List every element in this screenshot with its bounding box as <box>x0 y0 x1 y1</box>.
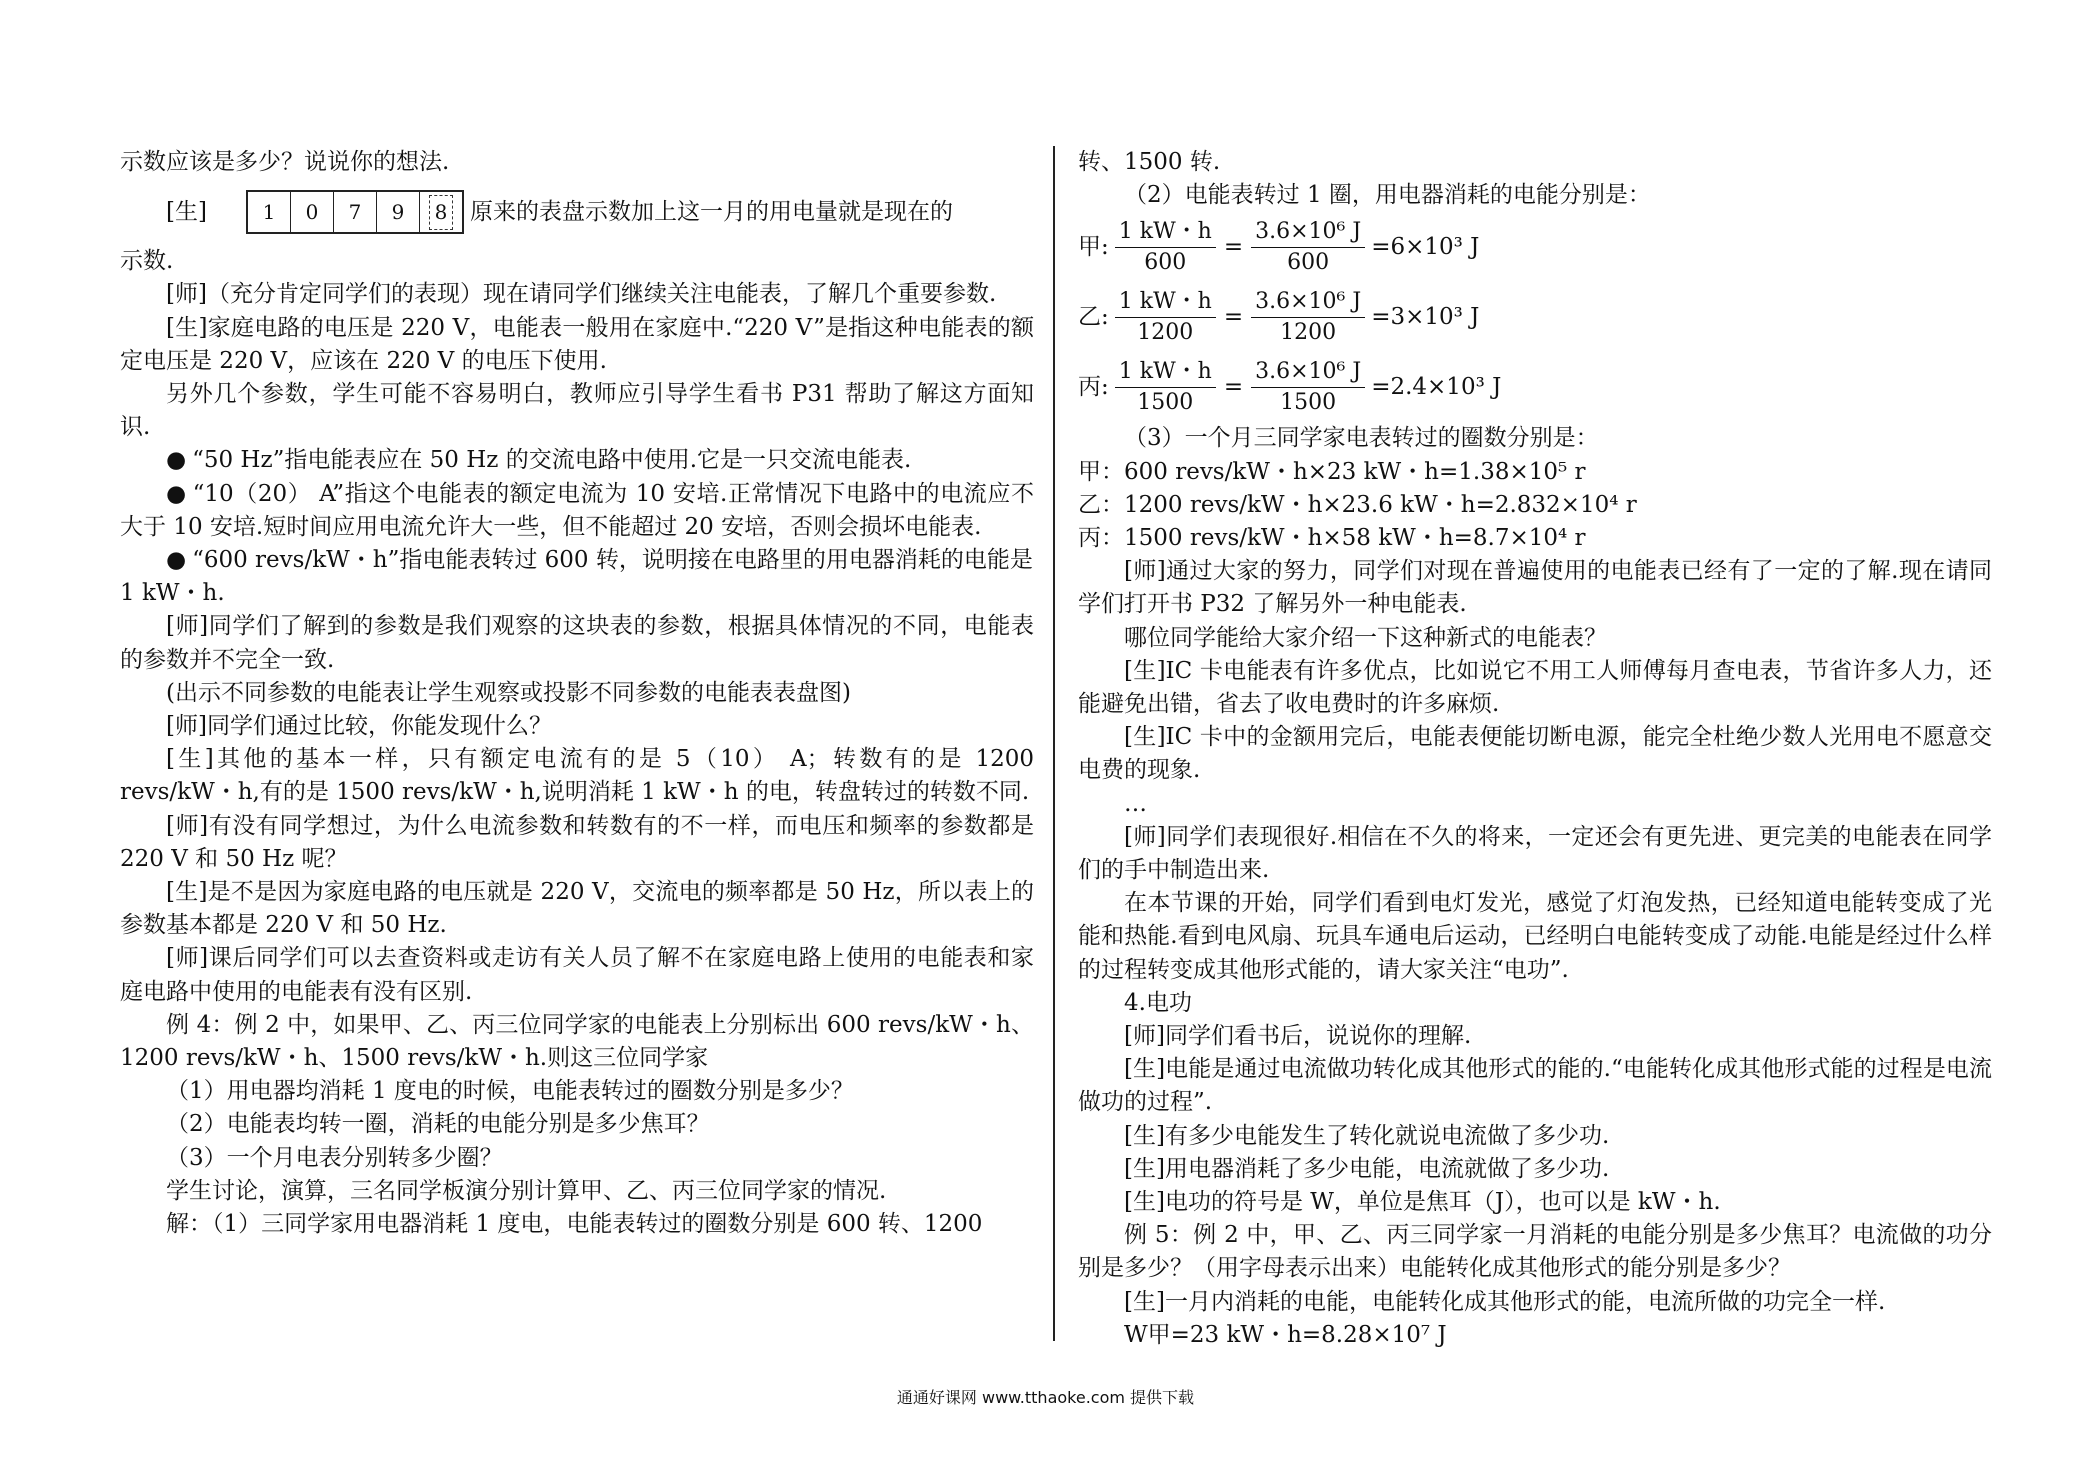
section-heading: 4.电功 <box>1124 989 1192 1016</box>
meter-digit-decimal: 8 <box>420 192 462 232</box>
meter-digit: 0 <box>291 192 334 232</box>
text-line: 原来的表盘示数加上这一月的用电量就是现在的 <box>470 198 953 225</box>
paragraph: （3）一个月三同学家电表转过的圈数分别是： <box>1124 425 1599 452</box>
bullet-item: ● “10（20） A”指这个电能表的额定电流为 10 安培.正常情况下电路中的电流应不大于 10 安培.短时间应用电流允许大一些，但不能超过 20 安培，否则会损坏电能表. <box>120 478 1034 544</box>
paragraph: [生]电功的符号是 W，单位是焦耳（J），也可以是 kW・h. <box>1124 1189 1721 1216</box>
page-footer: 通通好课网 www.tthaoke.com 提供下载 <box>896 1388 1195 1407</box>
equation-label: 甲: <box>1078 233 1109 260</box>
paragraph: (出示不同参数的电能表让学生观察或投影不同参数的电能表表盘图) <box>166 679 851 706</box>
paragraph: [师]有没有同学想过，为什么电流参数和转数有的不一样，而电压和频率的参数都是 220 V 和 50 Hz 呢？ <box>120 812 1034 872</box>
meter-digit: 7 <box>334 192 377 232</box>
text-line: 示数应该是多少？说说你的想法. <box>120 149 450 175</box>
paragraph: [师]同学们了解到的参数是我们观察的这块表的参数，根据具体情况的不同，电能表的参数并不完全一致. <box>120 613 1034 673</box>
fraction: $\frac{1 kW・h}{1500}$ <box>1115 357 1216 418</box>
equation-result: =2.4×10³ J <box>1371 373 1502 400</box>
fraction: $\frac{\text{3.6×10⁶ J}}{600}$ <box>1251 217 1365 278</box>
left-column <box>120 146 1034 1241</box>
bullet-item: ● “600 revs/kW・h”指电能表转过 600 转，说明接在电路里的用电器消耗的电能是 <box>120 544 1034 577</box>
paragraph: [师]（充分肯定同学们的表现）现在请同学们继续关注电能表，了解几个重要参数. <box>166 281 997 308</box>
paragraph: 解：（1）三同学家用电器消耗 1 度电，电能表转过的圈数分别是 600 转、1200 <box>166 1211 983 1238</box>
text-line: 示数. <box>120 248 174 275</box>
paragraph: （2）电能表转过 1 圈，用电器消耗的电能分别是： <box>1124 182 1651 209</box>
paragraph: [生]IC 卡中的金额用完后，电能表便能切断电源，能完全杜绝少数人光用电不愿意交电费的现象. <box>1078 724 1992 784</box>
equation-label: 丙: <box>1078 373 1109 400</box>
paragraph: [师]同学们表现很好.相信在不久的将来，一定还会有更先进、更完美的电能表在同学们的手中制造出来. <box>1078 823 1992 884</box>
question-item: （1）用电器均消耗 1 度电的时候，电能表转过的圈数分别是多少？ <box>166 1078 854 1105</box>
paragraph: [生]家庭电路的电压是 220 V，电能表一般用在家庭中.“220 V”是指这种电能表的额定电压是 220 V，应该在 220 V 的电压下使用. <box>120 314 1034 374</box>
equation-result: =6×10³ J <box>1371 233 1480 260</box>
fraction: $\frac{1 kW・h}{600}$ <box>1115 217 1216 278</box>
paragraph: [生]用电器消耗了多少电能，电流就做了多少功. <box>1124 1155 1610 1182</box>
meter-reading-row <box>120 179 1034 245</box>
meter-digit: 1 <box>248 192 291 232</box>
paragraph: 在本节课的开始，同学们看到电灯发光，感觉了灯泡发热，已经知道电能转变成了光能和热能.看到电风扇、玩具车通电后运动，已经明白电能转变成了动能.电能是经过什么样的过程转变成其他形式能的，请大家关注“电功”. <box>1078 890 1992 983</box>
paragraph: 例 4：例 2 中，如果甲、乙、丙三位同学家的电能表上分别标出 600 revs/kW・h、1200 revs/kW・h、1500 revs/kW・h.则这三位同学家 <box>120 1011 1034 1072</box>
paragraph: [师]通过大家的努力，同学们对现在普遍使用的电能表已经有了一定的了解.现在请同学们打开书 P32 了解另外一种电能表. <box>1078 558 1992 618</box>
question-item: （3）一个月电表分别转多少圈？ <box>166 1144 503 1171</box>
paragraph: [生]是不是因为家庭电路的电压就是 220 V，交流电的频率都是 50 Hz，所以表上的参数基本都是 220 V 和 50 Hz. <box>120 879 1034 939</box>
paragraph: [师]同学们通过比较，你能发现什么？ <box>166 713 552 740</box>
text-line: 丙：1500 revs/kW・h×58 kW・h=8.7×10⁴ r <box>1078 525 1586 552</box>
paragraph: [生]IC 卡电能表有许多优点，比如说它不用工人师傅每月查电表，节省许多人力，还能避免出错，省去了收电费时的许多麻烦. <box>1078 657 1992 718</box>
bullet-item: ● “50 Hz”指电能表应在 50 Hz 的交流电路中使用.它是一只交流电能表. <box>120 444 1034 477</box>
paragraph: [生]电能是通过电流做功转化成其他形式的能的.“电能转化成其他形式能的过程是电流做功的过程”. <box>1078 1056 1992 1116</box>
fraction-equation: 乙: $\frac{1 kW・h}{1200}$ = $\frac{\text{3.6×10⁶ J}}{1200}$ =3×10³ J <box>1078 282 1992 352</box>
energy-meter-display <box>246 190 464 234</box>
paragraph: 哪位同学能给大家介绍一下这种新式的电能表？ <box>1124 624 1607 651</box>
speaker-tag: [生] <box>166 198 207 225</box>
fraction-equation: 甲: $\frac{1 kW・h}{600}$ = $\frac{\text{3.6×10⁶ J}}{600}$ =6×10³ J <box>1078 212 1992 282</box>
paragraph: 学生讨论，演算，三名同学板演分别计算甲、乙、丙三位同学家的情况. <box>166 1177 887 1204</box>
formula-line: W甲=23 kW・h=8.28×10⁷ J <box>1124 1321 1447 1348</box>
paragraph: [生]一月内消耗的电能，电能转化成其他形式的能，电流所做的功完全一样. <box>1124 1288 1886 1315</box>
meter-digit: 9 <box>377 192 420 232</box>
text-line: 转、1500 转. <box>1078 149 1221 175</box>
fraction: $\frac{\text{3.6×10⁶ J}}{1500}$ <box>1251 357 1365 418</box>
text-line: 1 kW・h. <box>120 580 225 607</box>
paragraph: [师]课后同学们可以去查资料或走访有关人员了解不在家庭电路上使用的电能表和家庭电路中使用的电能表有没有区别. <box>120 945 1034 1005</box>
equation-result: =3×10³ J <box>1371 303 1480 330</box>
equation-label: 乙: <box>1078 303 1109 330</box>
paragraph: 例 5：例 2 中，甲、乙、丙三同学家一月消耗的电能分别是多少焦耳？电流做的功分别是多少？（用字母表示出来）电能转化成其他形式的能分别是多少？ <box>1078 1222 1992 1282</box>
right-column <box>1078 146 1992 1352</box>
question-item: （2）电能表均转一圈，消耗的电能分别是多少焦耳？ <box>166 1111 710 1138</box>
paragraph: [师]同学们看书后，说说你的理解. <box>1124 1023 1472 1050</box>
column-divider <box>1053 146 1055 1341</box>
paragraph: [生]有多少电能发生了转化就说电流做了多少功. <box>1124 1122 1610 1149</box>
text-line: 乙：1200 revs/kW・h×23.6 kW・h=2.832×10⁴ r <box>1078 491 1637 518</box>
paragraph: 另外几个参数，学生可能不容易明白，教师应引导学生看书 P31 帮助了解这方面知识. <box>120 381 1034 441</box>
fraction: $\frac{1 kW・h}{1200}$ <box>1115 287 1216 348</box>
paragraph: [生]其他的基本一样，只有额定电流有的是 5（10） A；转数有的是 1200 revs/kW・h,有的是 1500 revs/kW・h,说明消耗 1 kW・h 的电，转盘转过的转数不同. <box>120 746 1034 806</box>
fraction: $\frac{\text{3.6×10⁶ J}}{1200}$ <box>1251 287 1365 348</box>
ellipsis: … <box>1124 790 1147 817</box>
fraction-equation: 丙: $\frac{1 kW・h}{1500}$ = $\frac{\text{3.6×10⁶ J}}{1500}$ =2.4×10³ J <box>1078 352 1992 422</box>
text-line: 甲：600 revs/kW・h×23 kW・h=1.38×10⁵ r <box>1078 458 1586 485</box>
